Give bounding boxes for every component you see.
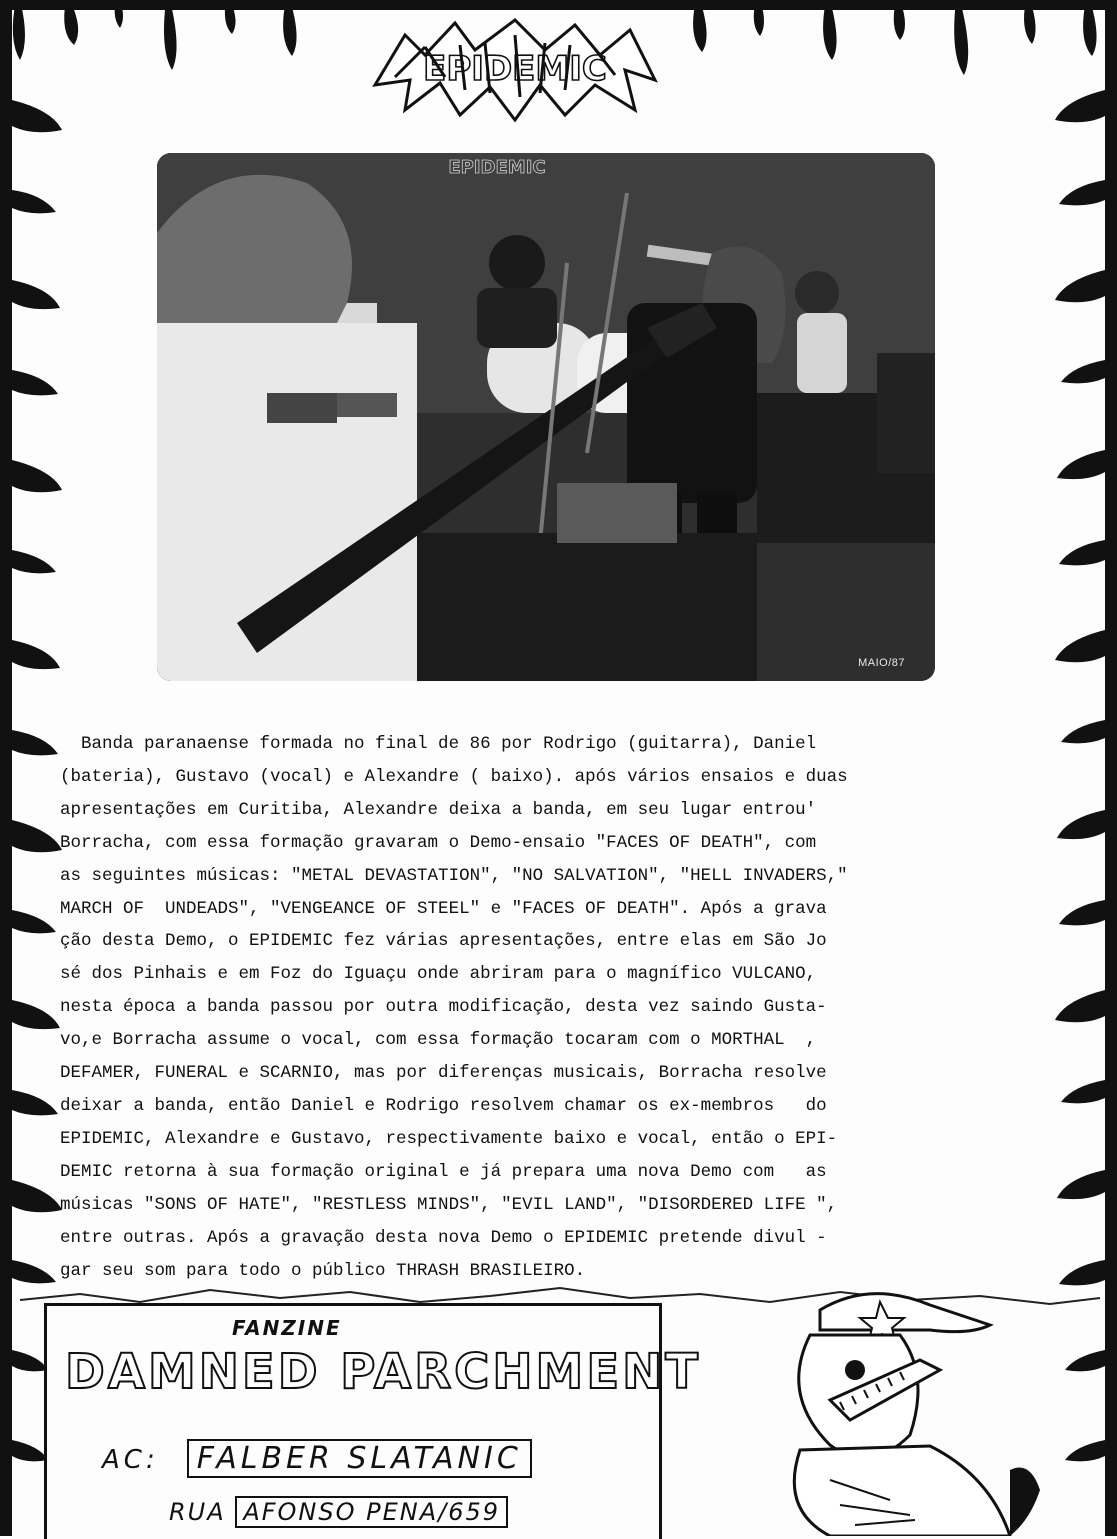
article-line: ção desta Demo, o EPIDEMIC fez várias apresentações, entre elas em São Jo (60, 931, 827, 952)
fanzine-title: DAMNED PARCHMENT (65, 1344, 702, 1400)
logo-text: EPIDEMIC (423, 49, 607, 89)
article-line: DEFAMER, FUNERAL e SCARNIO, mas por diferenças musicais, Borracha resolve (60, 1063, 827, 1084)
article-line: MARCH OF UNDEADS", "VENGEANCE OF STEEL" e "FACES OF DEATH". Após a grava (60, 898, 827, 919)
article-line: músicas "SONS OF HATE", "RESTLESS MINDS", "EVIL LAND", "DISORDERED LIFE ", (60, 1194, 838, 1215)
address-line (169, 1498, 508, 1526)
article-line: Banda paranaense formada no final de 86 por Rodrigo (guitarra), Daniel (60, 734, 817, 754)
logo-shape (365, 15, 665, 125)
contact-line (102, 1441, 532, 1476)
photo-watermark: EPIDEMIC (448, 157, 546, 178)
contact-label: AC: (102, 1445, 159, 1475)
photo-scene (157, 153, 935, 681)
photo-date: MAIO/87 (858, 657, 905, 669)
article-line: EPIDEMIC, Alexandre e Gustavo, respectivamente baixo e vocal, então o EPI- (60, 1128, 838, 1149)
article-line: apresentações em Curitiba, Alexandre deixa a banda, em seu lugar entrou' (60, 799, 817, 820)
band-photo (157, 153, 935, 681)
contact-name: FALBER SLATANIC (187, 1439, 532, 1478)
article-text (60, 728, 1050, 1287)
article-line: vo,e Borracha assume o vocal, com essa formação tocaram com o MORTHAL , (60, 1030, 817, 1051)
article-line: entre outras. Após a gravação desta nova Demo o EPIDEMIC pretende divul - (60, 1227, 827, 1248)
article-line: gar seu som para todo o público THRASH BRASILEIRO. (60, 1260, 586, 1281)
article-line: (bateria), Gustavo (vocal) e Alexandre ( baixo). após vários ensaios e duas (60, 766, 848, 787)
article-line: DEMIC retorna à sua formação original e já prepara uma nova Demo com as (60, 1161, 827, 1182)
article-line: Borracha, com essa formação gravaram o Demo-ensaio "FACES OF DEATH", com (60, 832, 817, 853)
article-line: deixar a banda, então Daniel e Rodrigo resolvem chamar os ex-membros do (60, 1095, 827, 1116)
street-address: AFONSO PENA/659 (235, 1496, 508, 1528)
fanzine-label: FANZINE (232, 1316, 342, 1340)
street-prefix: RUA (169, 1498, 226, 1526)
article-line: nesta época a banda passou por outra modificação, desta vez saindo Gusta- (60, 997, 827, 1018)
band-logo (365, 15, 665, 125)
cartoon-soldier-illustration (760, 1290, 1060, 1536)
fanzine-address-block (44, 1303, 702, 1539)
article-line: as seguintes músicas: "METAL DEVASTATION", "NO SALVATION", "HELL INVADERS," (60, 865, 848, 886)
article-line: sé dos Pinhais e em Foz do Iguaçu onde abriram para o magnífico VULCANO, (60, 964, 817, 985)
